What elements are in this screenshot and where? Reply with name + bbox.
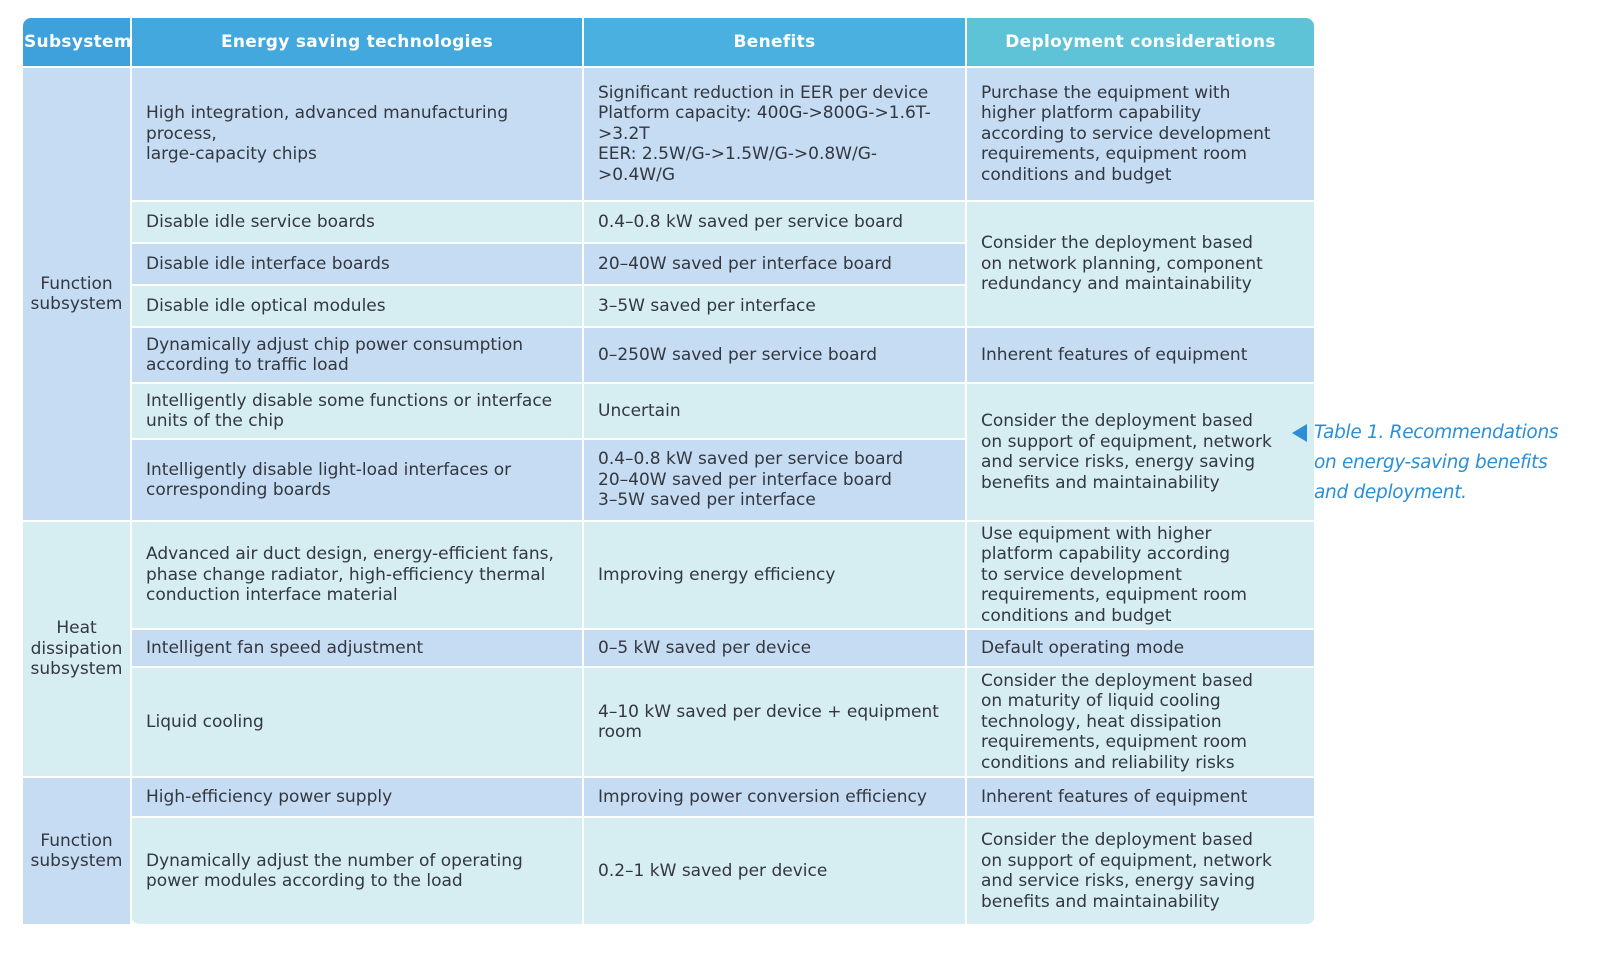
technology-cell: Intelligently disable some functions or interface units of the chip	[132, 384, 584, 440]
table-row	[23, 328, 1314, 384]
deployment-cell: Consider the deployment based on support of equipment, network and service risks, energy saving benefits and maintainability	[967, 384, 1314, 522]
technology-cell: Advanced air duct design, energy-efficient fans, phase change radiator, high-efficiency thermal conduction interface material	[132, 522, 584, 630]
benefit-cell: Uncertain	[584, 384, 967, 440]
table-row	[23, 668, 1314, 778]
benefit-cell: 4–10 kW saved per device + equipment room	[584, 668, 967, 778]
table-row	[23, 522, 1314, 630]
benefit-cell: Improving power conversion efficiency	[584, 778, 967, 818]
benefit-cell: 0–5 kW saved per device	[584, 630, 967, 668]
benefit-cell: 0–250W saved per service board	[584, 328, 967, 384]
technology-cell: Disable idle optical modules	[132, 286, 584, 328]
header-subsystem: Subsystem	[23, 18, 132, 68]
deployment-cell: Default operating mode	[967, 630, 1314, 668]
deployment-cell: Consider the deployment based on maturity of liquid cooling technology, heat dissipation requirements, equipment room conditions and reliability risks	[967, 668, 1314, 778]
subsystem-cell: Heat dissipation subsystem	[23, 522, 132, 778]
energy-saving-table	[23, 18, 1314, 926]
benefit-cell: Improving energy efficiency	[584, 522, 967, 630]
table-row	[23, 818, 1314, 926]
table-row	[23, 384, 1314, 440]
benefit-cell: 0.2–1 kW saved per device	[584, 818, 967, 926]
benefit-cell: 0.4–0.8 kW saved per service board 20–40W saved per interface board 3–5W saved per interface	[584, 440, 967, 522]
benefit-cell: 0.4–0.8 kW saved per service board	[584, 202, 967, 244]
caption-pointer-icon	[1292, 424, 1307, 442]
deployment-cell: Consider the deployment based on network planning, component redundancy and maintainability	[967, 202, 1314, 328]
header-deployment: Deployment considerations	[967, 18, 1314, 68]
header-benefits: Benefits	[584, 18, 967, 68]
table-row	[23, 778, 1314, 818]
deployment-cell: Use equipment with higher platform capability according to service development requirements, equipment room conditions and budget	[967, 522, 1314, 630]
deployment-cell: Inherent features of equipment	[967, 328, 1314, 384]
header-technologies: Energy saving technologies	[132, 18, 584, 68]
header-row	[23, 18, 1314, 68]
caption-text: Table 1. Recommendations on energy-saving benefits and deployment.	[1314, 422, 1559, 503]
technology-cell: Disable idle interface boards	[132, 244, 584, 286]
subsystem-cell: Function subsystem	[23, 68, 132, 522]
table-row	[23, 630, 1314, 668]
benefit-cell: 3–5W saved per interface	[584, 286, 967, 328]
table-row	[23, 68, 1314, 202]
technology-cell: Liquid cooling	[132, 668, 584, 778]
deployment-cell: Inherent features of equipment	[967, 778, 1314, 818]
deployment-cell: Purchase the equipment with higher platform capability according to service development requirements, equipment room conditions and budget	[967, 68, 1314, 202]
technology-cell: High integration, advanced manufacturing process, large-capacity chips	[132, 68, 584, 202]
benefit-cell: Significant reduction in EER per device Platform capacity: 400G->800G->1.6T->3.2T EER: 2.5W/G->1.5W/G->0.8W/G->0.4W/G	[584, 68, 967, 202]
technology-cell: Intelligently disable light-load interfaces or corresponding boards	[132, 440, 584, 522]
technology-cell: Intelligent fan speed adjustment	[132, 630, 584, 668]
technology-cell: Dynamically adjust chip power consumption according to traffic load	[132, 328, 584, 384]
technology-cell: Disable idle service boards	[132, 202, 584, 244]
benefit-cell: 20–40W saved per interface board	[584, 244, 967, 286]
technology-cell: High-efficiency power supply	[132, 778, 584, 818]
deployment-cell: Consider the deployment based on support of equipment, network and service risks, energy saving benefits and maintainability	[967, 818, 1314, 926]
subsystem-cell: Function subsystem	[23, 778, 132, 926]
table-row	[23, 202, 1314, 244]
technology-cell: Dynamically adjust the number of operating power modules according to the load	[132, 818, 584, 926]
